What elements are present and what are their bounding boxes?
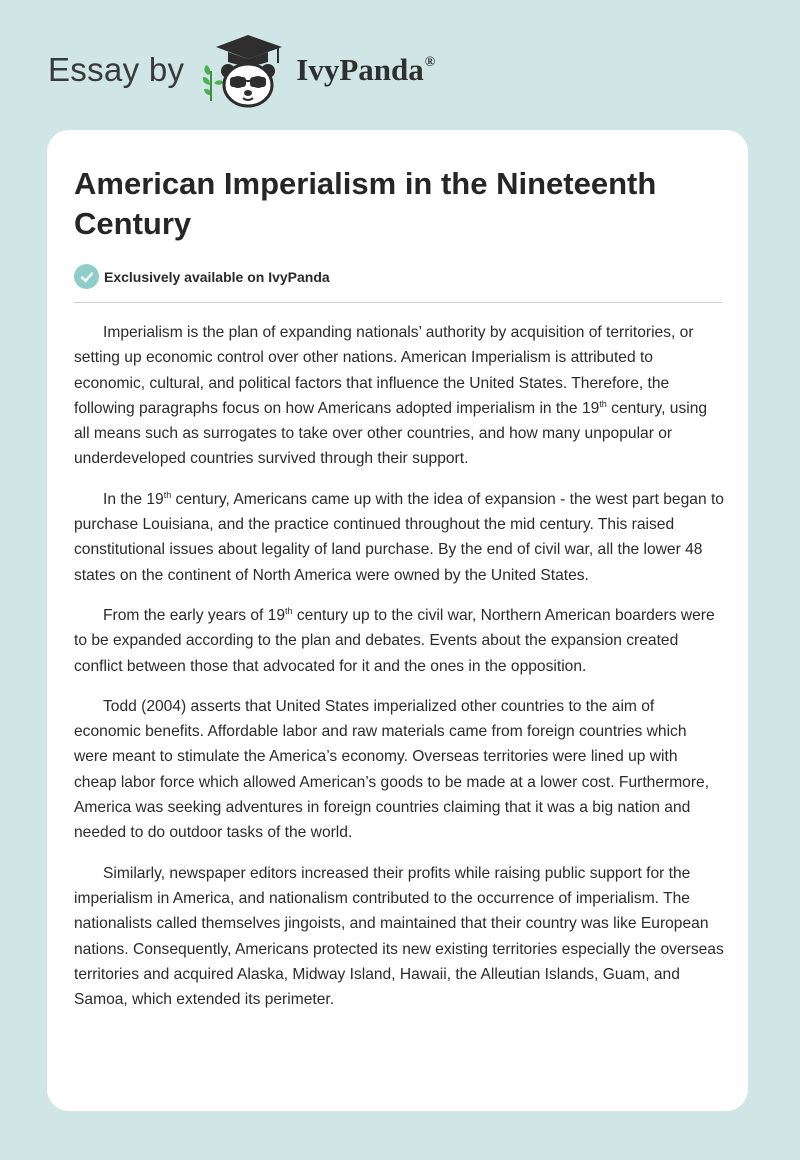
paragraph-2: In the 19th century, Americans came up with the idea of expansion - the west part began to purchase Louisiana, and the practice continued throughout the mid century. This raised constitutional issues about legality of land purchase. By the end of civil war, all the lower 48 states on the continent of North America were owned by the United States. (74, 489, 724, 584)
paragraph-4: Todd (2004) asserts that United States imperialized other countries to the aim of economic benefits. Affordable labor and raw materials came from foreign countries which were meant to stimulate the America’s economy. Overseas territories were lined up with cheap labor force which allowed American’s goods to be made at a lower cost. Furthermore, America was seeking adventures in foreign countries claiming that it was a big nation and needed to do outdoor tasks of the world. (74, 697, 710, 842)
brand-name: IvyPanda® (296, 52, 436, 87)
panda-graduation-cap-icon (198, 31, 290, 109)
site-header (48, 30, 435, 110)
check-circle-icon (74, 264, 99, 289)
exclusive-badge (74, 264, 330, 289)
ivypanda-logo[interactable] (198, 31, 435, 109)
badge-text: Exclusively available on IvyPanda (104, 268, 330, 285)
essay-by-label: Essay by (48, 51, 185, 88)
divider (74, 302, 722, 303)
paragraph-3: From the early years of 19th century up to the civil war, Northern American boarders were to be expanded according to the plan and debates. Events about the expansion created conflict between those that advocated for it and the ones in the opposition. (74, 605, 715, 675)
paragraph-1: Imperialism is the plan of expanding nationals’ authority by acquisition of territories, or setting up economic control over other nations. American Imperialism is attributed to economic, cultural, and political factors that influence the United States. Therefore, the following paragraphs focus on how Americans adopted imperialism in the 19th century, using all means such as surrogates to take over other countries, and how many unpopular or underdeveloped countries survived through their support. (74, 324, 708, 468)
page-title: American Imperialism in the Nineteenth Century (74, 166, 657, 241)
essay-card (47, 130, 748, 1111)
essay-body (74, 320, 724, 1027)
paragraph-5: Similarly, newspaper editors increased their profits while raising public support for the imperialism in America, and nationalism contributed to the occurrence of imperialism. The nationalists called themselves jingoists, and maintained that their country was like European nations. Consequently, Americans protected its new existing territories especially the overseas territories and acquired Alaska, Midway Island, Hawaii, the Alleutian Islands, Guam, and Samoa, which extended its perimeter. (74, 864, 724, 1009)
ivy-leaf-icon (203, 65, 224, 101)
